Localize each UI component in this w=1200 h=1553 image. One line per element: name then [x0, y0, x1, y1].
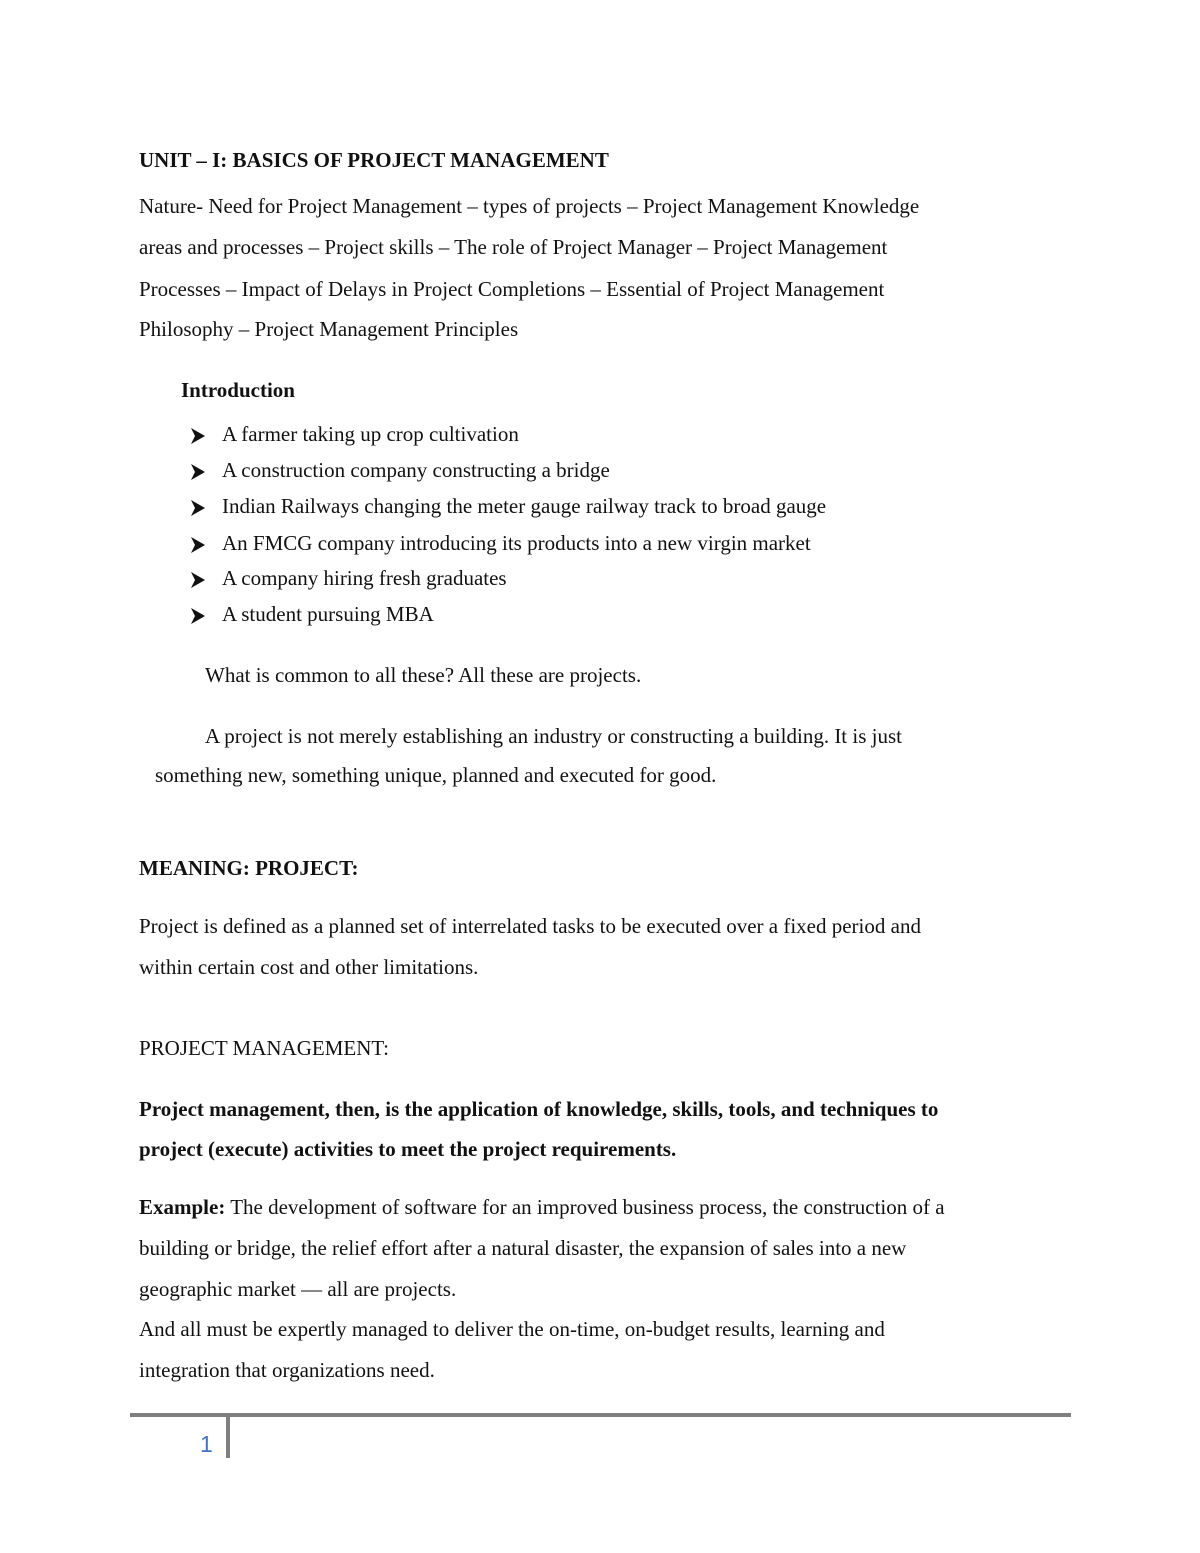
syllabus-line: Philosophy – Project Management Principles [139, 317, 519, 341]
meaning-heading: MEANING: PROJECT: [139, 856, 359, 880]
paragraph-line: building or bridge, the relief effort after a natural disaster, the expansion of sales into a new [139, 1236, 907, 1260]
arrow-bullet-icon [190, 427, 206, 445]
example-label: Example: [139, 1195, 226, 1219]
example-text: The development of software for an improved business process, the construction of a [225, 1195, 945, 1219]
footer-vertical-rule [226, 1413, 230, 1458]
project-management-heading: PROJECT MANAGEMENT: [139, 1036, 390, 1060]
syllabus-line: Processes – Impact of Delays in Project Completions – Essential of Project Management [139, 277, 885, 301]
introduction-heading: Introduction [181, 378, 295, 402]
unit-heading: UNIT – I: BASICS OF PROJECT MANAGEMENT [139, 148, 609, 172]
arrow-bullet-icon [190, 571, 206, 589]
syllabus-line: Nature- Need for Project Management – types of projects – Project Management Knowledge [139, 194, 920, 218]
bullet-text: Indian Railways changing the meter gauge railway track to broad gauge [222, 494, 827, 518]
bullet-text: A company hiring fresh graduates [222, 566, 507, 590]
arrow-bullet-icon [190, 463, 206, 481]
arrow-bullet-icon [190, 607, 206, 625]
bullet-text: A student pursuing MBA [222, 602, 434, 626]
paragraph-line: A project is not merely establishing an industry or constructing a building. It is just [205, 724, 902, 748]
syllabus-line: areas and processes – Project skills – The role of Project Manager – Project Management [139, 235, 888, 259]
bullet-text: An FMCG company introducing its products into a new virgin market [222, 531, 811, 555]
paragraph-line: within certain cost and other limitations. [139, 955, 479, 979]
paragraph-line: And all must be expertly managed to deliver the on-time, on-budget results, learning and [139, 1317, 885, 1341]
footer-rule [130, 1413, 1071, 1417]
paragraph-line: Project is defined as a planned set of interrelated tasks to be executed over a fixed period and [139, 914, 921, 938]
bullet-text: A farmer taking up crop cultivation [222, 422, 519, 446]
bullet-text: A construction company constructing a bridge [222, 458, 610, 482]
definition-line: project (execute) activities to meet the project requirements. [139, 1137, 677, 1161]
common-question: What is common to all these? All these are projects. [205, 663, 642, 687]
definition-line: Project management, then, is the application of knowledge, skills, tools, and techniques to [139, 1097, 939, 1121]
paragraph-line: geographic market — all are projects. [139, 1277, 457, 1301]
paragraph-line: integration that organizations need. [139, 1358, 435, 1382]
example-first-line [139, 1195, 945, 1219]
page-number: 1 [200, 1431, 213, 1457]
arrow-bullet-icon [190, 536, 206, 554]
arrow-bullet-icon [190, 499, 206, 517]
paragraph-line: something new, something unique, planned and executed for good. [155, 763, 717, 787]
